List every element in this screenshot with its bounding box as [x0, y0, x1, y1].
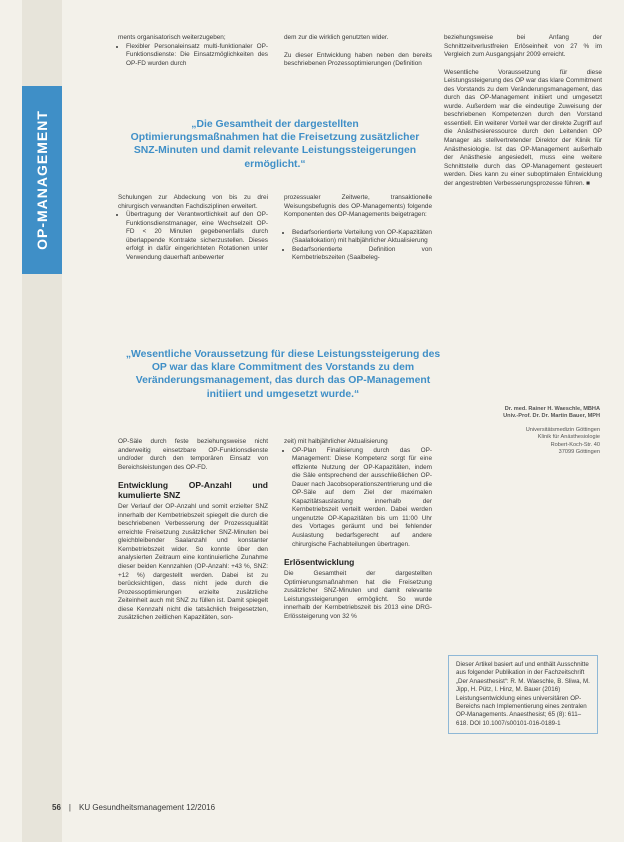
- page-footer: [52, 803, 215, 812]
- bullet-item: • Flexibler Personaleinsatz multi-funktionaler OP-Funktionsdienste: Die Einsatzmöglichkeiten des OP-FD wurden durch: [126, 43, 268, 69]
- affiliation-line: Universitätsmedizin Göttingen: [525, 426, 600, 433]
- column-1-bottom: [118, 438, 268, 623]
- paragraph: Schulungen zur Abdeckung von bis zu drei chirurgisch verwandten Fachdisziplinen erweitert.: [118, 194, 268, 210]
- column-1-top: [118, 34, 268, 68]
- column-2-bottom: [284, 438, 432, 621]
- source-info-box: Dieser Artikel basiert auf und enthält Ausschnitte aus folgender Publikation in der Fachzeitschrift „Der Anaesthesist“: R. M. Waeschle, B. Sliwa, M. Jipp, H. Pütz, I. Hinz, M. Bauer (2016) Leistungsentwicklung eines universitären OP-Bereichs nach Implementierung eines zentralen OP-Managements. Anaesthesist; 65 (8): 611–618. DOI 10.1007/s00101-016-0189-1: [448, 655, 598, 734]
- bullet-item: • OP-Plan Finalisierung durch das OP-Management: Diese Kompetenz sorgt für eine effiziente Nutzung der OP-Kapazitäten, indem die Säle entsprechend der ausschließlichen OP-Dauer nach Jacobsoperationszentrierung und die OP-Säle auf dem Ziel der maximalen Kapazitätsauslastung innerhalb der Kernbetriebszeit verteilt werden. Dabei werden ungenutzte OP-Kapazitäten bis um 11:00 Uhr des Vortages geräumt und bei fehlender Auslastung bedarfsgerecht auf andere chirurgische Fachabteilungen übertragen.: [292, 447, 432, 550]
- section-tab: [22, 86, 62, 274]
- bullet-item: • Bedarfsorientierte Definition von Kernbetriebszeiten (Saalbeleg-: [292, 246, 432, 263]
- author-name: Dr. med. Rainer H. Waeschle, MBHA: [504, 406, 600, 412]
- affiliation-line: Robert-Koch-Str. 40: [550, 441, 600, 448]
- affiliation-line: 37099 Göttingen: [558, 449, 600, 456]
- bullet-item: • Bedarfsorientierte Verteilung von OP-Kapazitäten (Saalallokation) mit halbjährlicher Aktualisierung: [292, 229, 432, 246]
- section-heading: Entwicklung OP-Anzahl und kumulierte SNZ: [118, 480, 268, 501]
- paragraph: zeit) mit halbjährlicher Aktualisierung: [284, 438, 388, 445]
- paragraph: Der Verlauf der OP-Anzahl und somit erzielter SNZ innerhalb der Kernbetriebszeit spiegelt die durch die beschriebenen Verbesserung der Prozessqualität erreichte Freisetzung zusätzlicher SNZ-Minuten bei gleichbleibender Saalanzahl und konstanter Kernbetriebszeit wider. So konnte über den analysierten Zeitraum eine kontinuierliche Zunahme dieser beiden Kennzahlen (OP-Anzahl: +43 %, SNZ: +12 %) dargestellt werden. Dabei ist zu berücksichtigen, dass nicht jede durch die Prozessoptimierungen erzielte zusätzliche Zeiteinheit auch mit SNZ zu füllen ist. Damit spiegelt diese Kennzahl nicht die tatsächlich freigesetzten, zusätzlichen zeitlichen Kapazitäten, son-: [118, 503, 268, 622]
- column-2-mid: [284, 194, 432, 263]
- paragraph: dem zur die wirklich genutzten wider.: [284, 34, 389, 41]
- journal-name: KU Gesundheitsmanagement 12/2016: [78, 803, 216, 812]
- author-name: Univ.-Prof. Dr. Dr. Martin Bauer, MPH: [503, 413, 600, 420]
- footer-separator: |: [68, 803, 71, 812]
- column-1-mid: [118, 194, 268, 262]
- pull-quote-1: „Die Gesamtheit der dargestellten Optimierungsmaßnahmen hat die Freisetzung zusätzlicher SNZ-Minuten und damit relevante Leistungssteigerungen ermöglicht.“: [130, 119, 420, 170]
- column-3-text: [444, 34, 602, 188]
- paragraph: Zu dieser Entwicklung haben neben den bereits beschriebenen Prozessoptimierungen (Definition: [284, 51, 432, 68]
- page-number: 56: [52, 803, 61, 812]
- column-2-top: [284, 34, 432, 69]
- paragraph: Die Gesamtheit der dargestellten Optimierungsmaßnahmen hat die Freisetzung zusätzlicher SNZ-Minuten und damit relevante Leistungssteigerungen ermöglicht. So wurde innerhalb der Kernbetriebszeit bis 2013 eine DRG-Erlössteigerung von 32 %: [284, 570, 432, 620]
- paragraph: prozessualer Zeitwerte, transaktionelle Weisungsbefugnis des OP-Managements) folgende Komponenten des OP-Managements beigetragen:: [284, 194, 432, 219]
- paragraph: OP-Säle durch feste beziehungsweise nicht anderweitig einsetzbare OP-Funktionsdienste und/oder durch den temporären Einsatz von Bereichsleistungen des OP-FD.: [118, 438, 268, 471]
- author-block: [448, 406, 600, 456]
- paragraph: Wesentliche Voraussetzung für diese Leistungssteigerung des OP war das klare Commitment des Vorstands zu dem Veränderungsmanagement, das durch das OP-Management initiiert und umgesetzt wurde. Außerdem war die eindeutige Zuweisung der beschriebenen Kompetenzen durch den Vorstand essentiell. Ein weiterer Vorteil war der direkte Zugriff auf die Anästhesieressource durch den Leitenden OP Manager als stellvertretender Direktor der Klinik für Anästhesiologie. Ist das OP-Management außerhalb der Anästhesie angesiedelt, muss eine weitere Schnittstelle durch das OP-Management gesteuert werden. Dies kann zu einer suboptimalen Entwicklung der angestrebten Verbesserungsprozesse führen. ■: [444, 68, 602, 187]
- paragraph: beziehungsweise bei Anfang der Schnittzeitverlustfreien Erlöseinheit von 27 % im Vergleich zum Ausgangsjahr 2009 erreicht.: [444, 34, 602, 59]
- affiliation-line: Klinik für Anästhesiologie: [537, 434, 600, 441]
- bullet-item: • Übertragung der Verantwortlichkeit auf den OP-Funktionsdienstmanager, eine Wechselzeit OP-FD < 20 Minuten gegebenenfalls durch überlappende Kontrakte sicherzustellen. Dieses erfolgt in dafür eingerichteten Rotationen unter Verwendung dauerhaft anbewerter: [126, 211, 268, 262]
- pull-quote-2: „Wesentliche Voraussetzung für diese Leistungssteigerung des OP war das klare Commitment des Vorstands zu dem Veränderungsmanagement, das durch das OP-Management initiiert und umgesetzt wurde.“: [125, 349, 441, 400]
- section-heading: Erlösentwicklung: [284, 557, 355, 568]
- paragraph: ments organisatorisch weiterzugeben;: [118, 34, 226, 41]
- section-label: OP-MANAGEMENT: [34, 110, 50, 250]
